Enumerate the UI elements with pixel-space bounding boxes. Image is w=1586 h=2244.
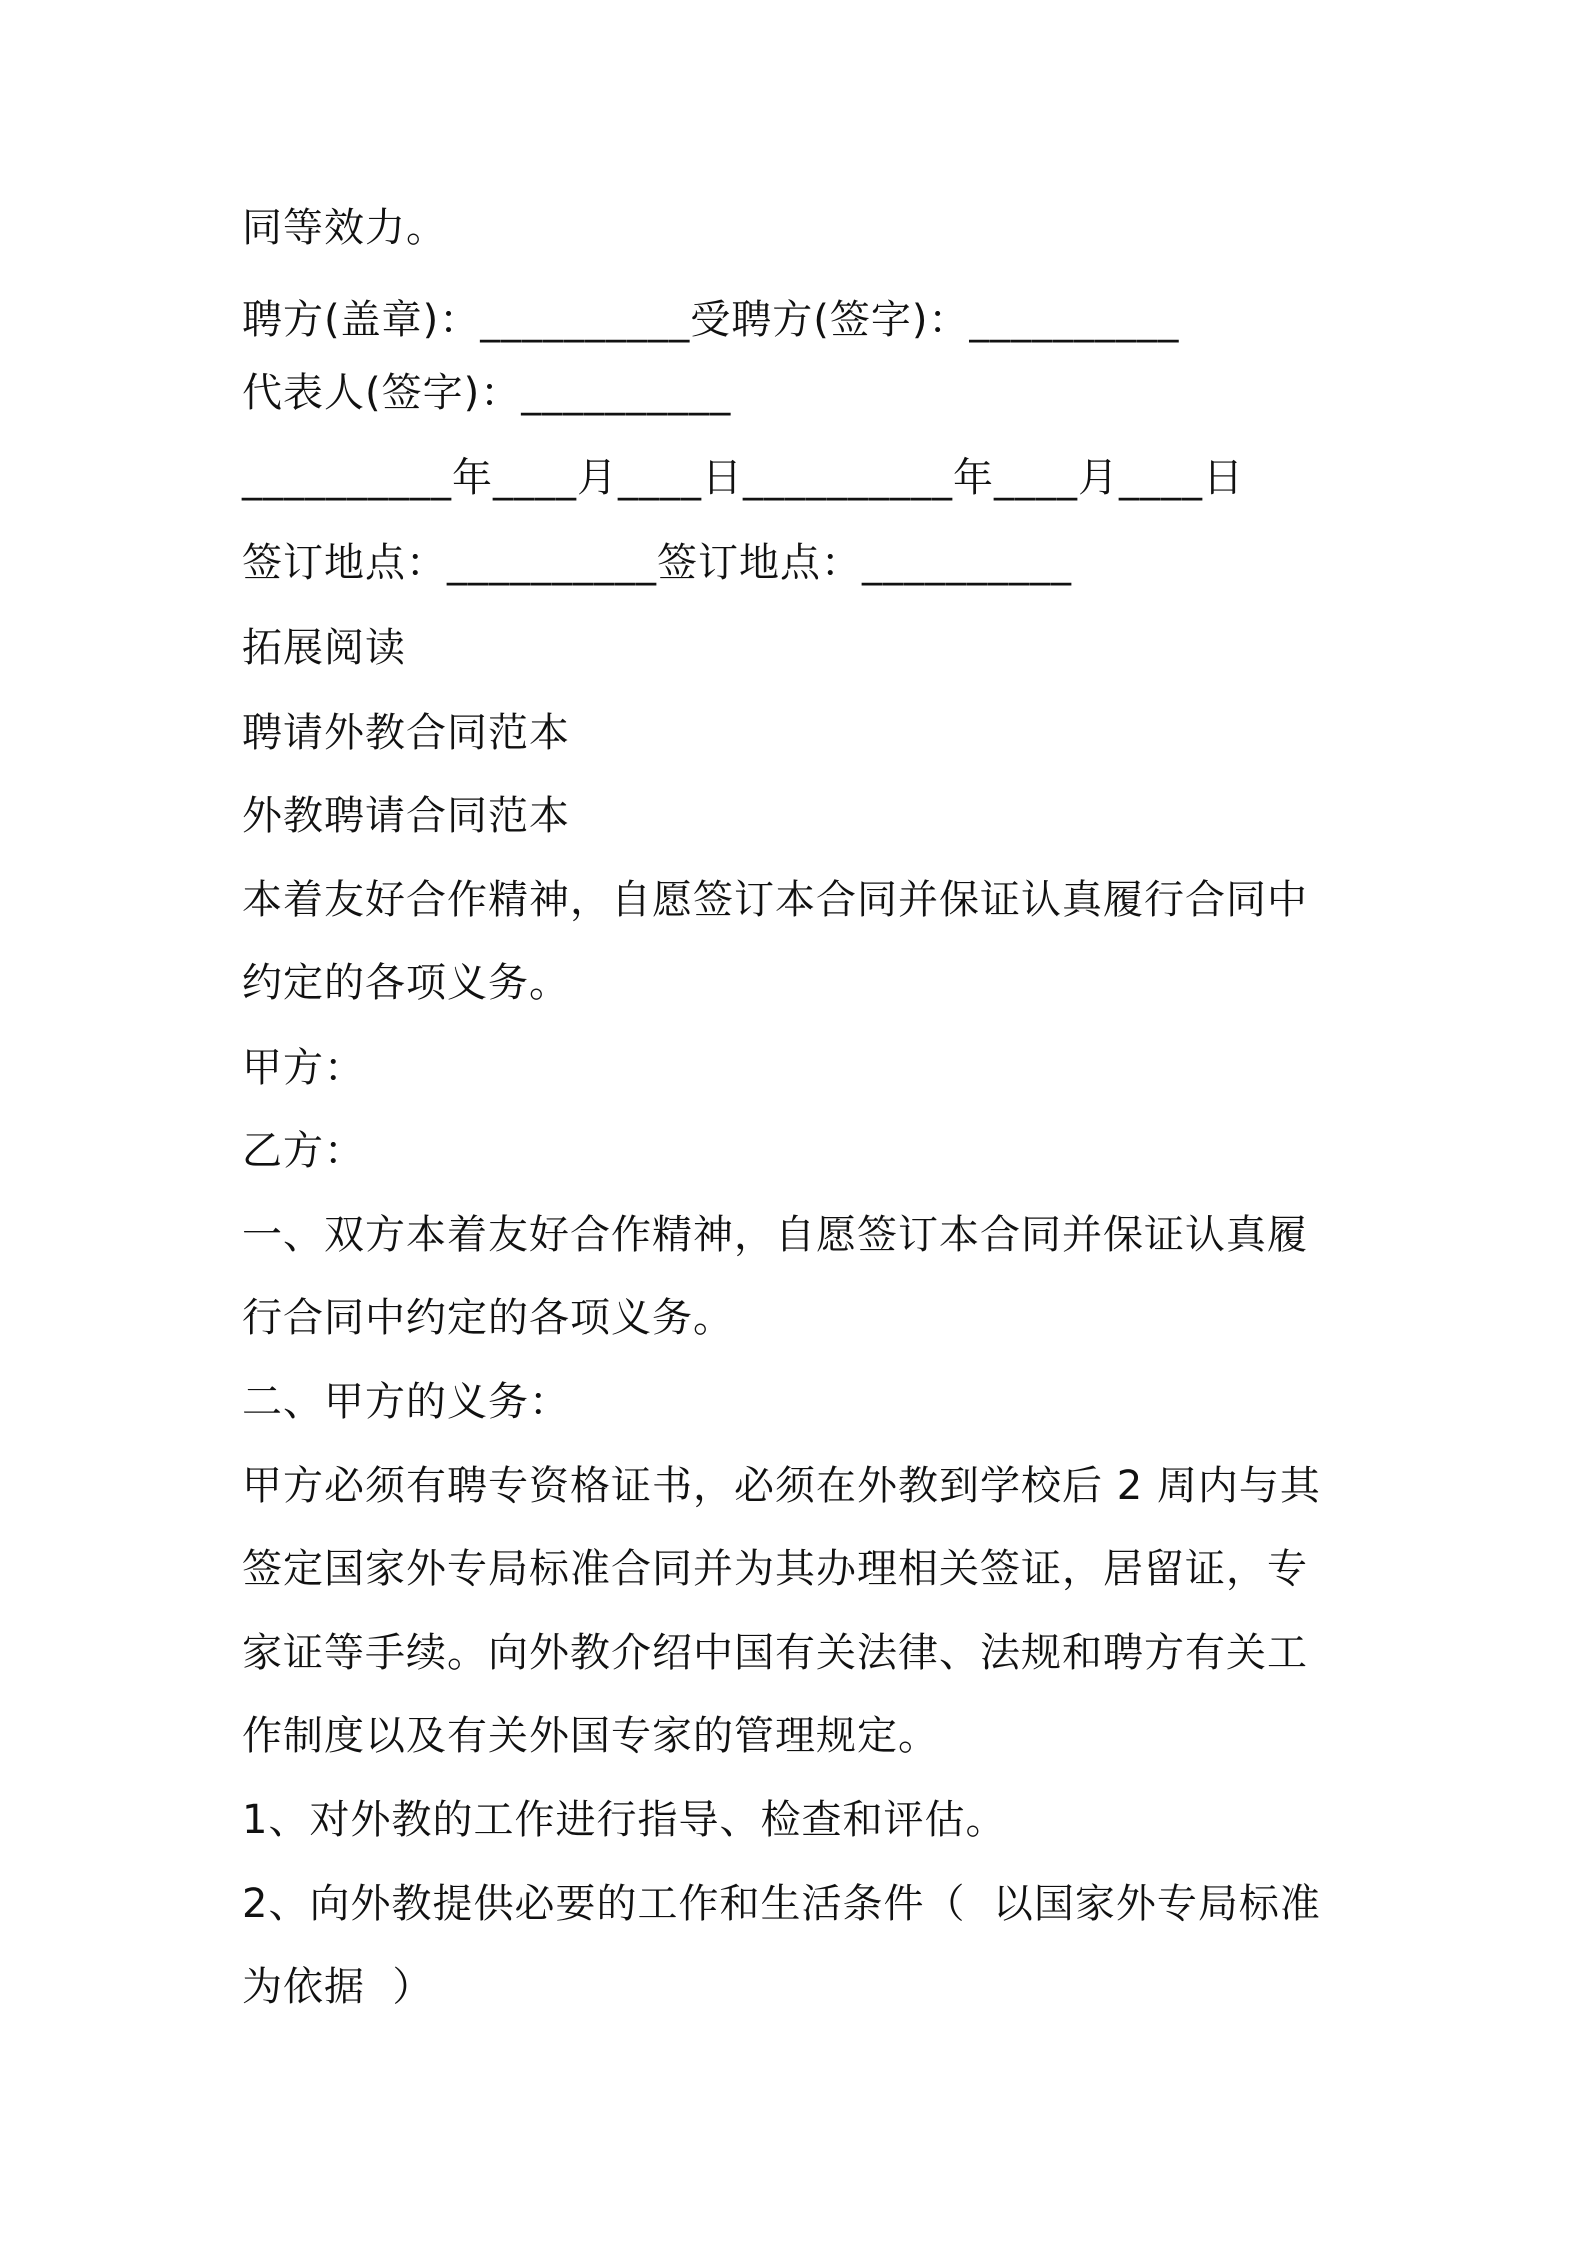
list-item: 1、对外教的工作进行指导、检查和评估。 [242, 1797, 1007, 1843]
section-heading: 拓展阅读 [242, 625, 406, 671]
list-item: 2、向外教提供必要的工作和生活条件（ 以国家外专局标准 [242, 1881, 1321, 1927]
text-line: 一、双方本着友好合作精神，自愿签订本合同并保证认真履 [242, 1212, 1308, 1258]
text-line: 本着友好合作精神，自愿签订本合同并保证认真履行合同中 [242, 877, 1308, 923]
text-line: 作制度以及有关外国专家的管理规定。 [242, 1713, 939, 1759]
signature-line-employer: 聘方(盖章)：__________受聘方(签字)：__________ [242, 297, 1180, 343]
text-line: 签定国家外专局标准合同并为其办理相关签证，居留证，专 [242, 1546, 1308, 1592]
text-line: 约定的各项义务。 [242, 960, 570, 1006]
text-line: 家证等手续。向外教介绍中国有关法律、法规和聘方有关工 [242, 1630, 1308, 1676]
party-a-line: 甲方： [242, 1045, 365, 1091]
text-line: 同等效力。 [242, 205, 447, 251]
text-line: 甲方必须有聘专资格证书，必须在外教到学校后 2 周内与其 [242, 1463, 1321, 1509]
text-line: 为依据 ） [242, 1964, 434, 2010]
party-b-line: 乙方： [242, 1128, 365, 1174]
signature-line-representative: 代表人(签字)：__________ [242, 370, 732, 416]
text-line: 行合同中约定的各项义务。 [242, 1295, 734, 1341]
text-line: 外教聘请合同范本 [242, 793, 570, 839]
signing-location-line: 签订地点：__________签订地点：__________ [242, 540, 1072, 586]
text-line: 聘请外教合同范本 [242, 710, 570, 756]
section-heading: 二、甲方的义务： [242, 1379, 570, 1425]
date-line: __________年____月____日__________年____月____日 [242, 455, 1244, 501]
